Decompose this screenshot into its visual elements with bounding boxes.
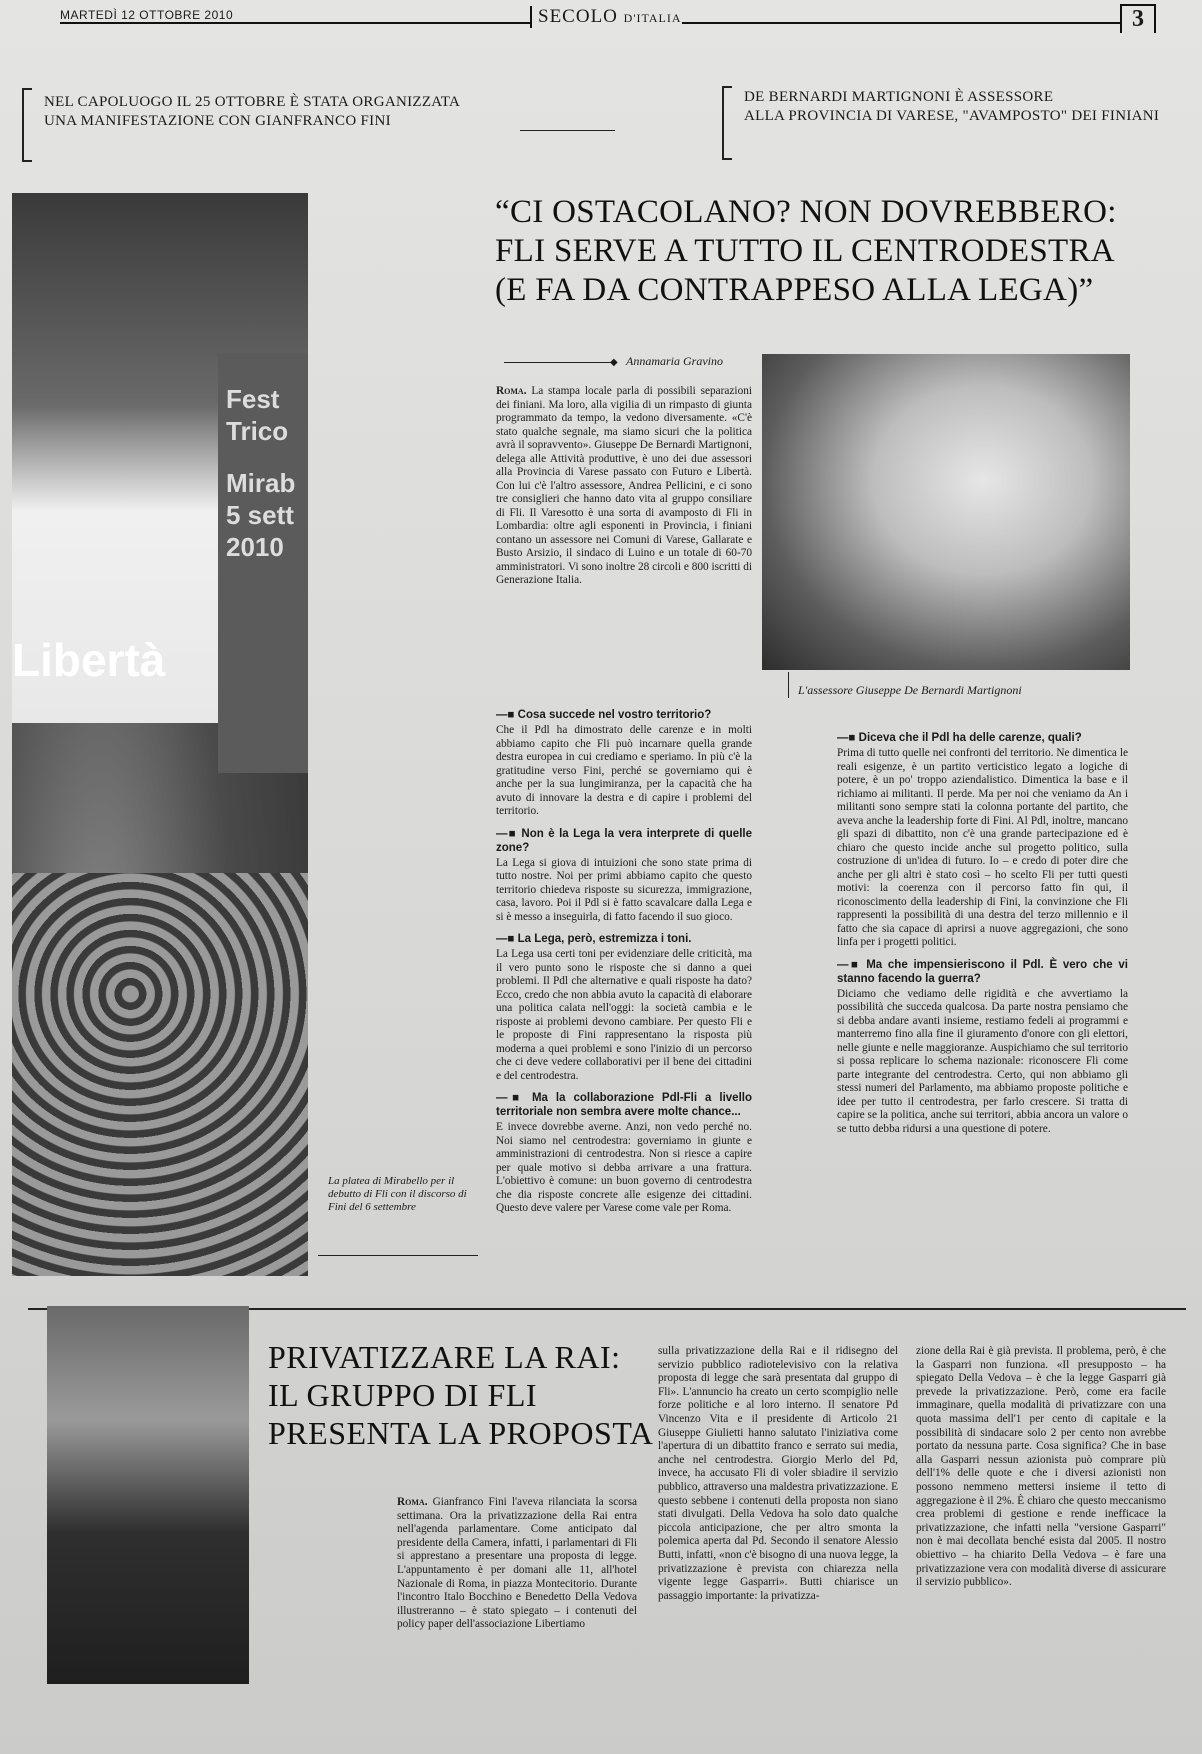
article-column-1 [496,385,752,594]
headline-line: FLI SERVE A TUTTO IL CENTRODESTRA [495,233,1115,269]
crowd-caption: La platea di Mirabello per il debutto di Fli con il discorso di Fini del 6 settembre [328,1175,467,1213]
dateline: Roma. [397,1496,428,1508]
banner-word: Libertà [12,634,166,686]
headline-line: PRIVATIZZARE LA RAI: [268,1339,621,1375]
kicker-left-line2: UNA MANIFESTAZIONE CON GIANFRANCO FINI [44,113,391,129]
byline-rule [504,362,612,363]
question-text: Ma la collaborazione Pdl-Fli a livello territoriale non sembra avere molte chance... [496,1092,752,1118]
masthead-title: SECOLO [538,6,618,27]
headline-line: IL GRUPPO DI FLI [268,1377,538,1413]
question: —■ Diceva che il Pdl ha delle carenze, quali? [837,732,1082,744]
byline-diamond-icon: ◆ [610,357,618,368]
question-text: Ma che impensieriscono il Pdl. È vero che vi stanno facendo la guerra? [837,958,1128,985]
question-text: Cosa succede nel vostro territorio? [517,709,712,721]
rai-column-2: sulla privatizzazione della Rai e il ridisegno del servizio pubblico radiotelevisivo con la relativa proposta di legge che sarà presentata dal gruppo di Fli». L'annuncio ha creato un certo scompiglio nelle forze politiche e al loro interno. Il senatore Pd Vincenzo Vita e il presidente di Articolo 21 Giuseppe Giulietti hanno salutato l'iniziativa come l'apertura di un dibattito franco e serrato sui media, anche nel centrodestra. Giorgio Merlo del Pd, invece, ha accusato Fli di voler sbiadire il servizio pubblico, attraverso una maldestra privatizzazione. E questo sebbene i contenuti della proposta non siano stati divulgati. Della Vedova ha solo dato qualche piccola anticipazione, che per altro smonta la polemica aperta dal Pd. Secondo il senatore Alessio Butti, infatti, «non c'è bisogno di una nuova legge, la privatizzazione è prevista con chiarezza nella vigente legge Gasparri». Butti chiarisce un passaggio importante: la privatizza- [658,1345,898,1602]
byline: Annamaria Gravino [626,354,723,368]
caption-rule [788,672,789,698]
main-headline [495,193,1165,310]
banner-line: Trico [226,416,289,446]
question: —■ Non è la Lega la vera interprete di quelle zone? [496,827,752,854]
question: —■ Ma che impensieriscono il Pdl. È vero che vi stanno facendo la guerra? [837,958,1128,985]
page-number: 3 [1120,4,1156,33]
banner-line: Fest [226,384,280,414]
banner-line: Mirab [226,468,296,498]
answer: La Lega si giova di intuizioni che sono state prima di tutto nostre. Noi per primi abbiamo capito che questo territorio chiedeva risposte su sicurezza, immigrazione, casa, lavoro. Poi il Pdl si è fatto scavalcare dalla Lega e si è messo a inseguirla, di fatto facendo il suo gioco. [496,856,752,923]
rai-text: Gianfranco Fini l'aveva rilanciata la scorsa settimana. Ora la privatizzazione della Rai entra nell'agenda parlamentare. Come anticipato dal presidente della Camera, infatti, i parlamentari di Fli si apprestano a presentare una proposta di legge. L'appuntamento è per domani alle 11, all'hotel Nazionale di Roma, in piazza Montecitorio. Durante l'incontro Italo Bocchino e Benedetto Della Vedova illustreranno – è stato spiegato – i contenuti del policy paper dell'associazione Libertiamo [397,1496,637,1631]
answer: Diciamo che vediamo delle rigidità e che avvertiamo la possibilità che succeda qualcosa. Da parte nostra pensiamo che si debba andare avanti insieme, restiamo fedeli ai programmi e manterremo fino alla fine il giuramento d'onore con gli elettori, nelle giunte e nelle maggioranze. Auspichiamo che sul territorio si possa replicare lo schema nazionale: riconoscere Fli come parte integrante del centrodestra. Certo, qui non abbiamo gli stessi numeri del Parlamento, ma abbiamo proposte politiche e idee per tutto il centrodestra, per farlo crescere. Si tratta di capire se la politica, anche sui territori, abbia ancora un valore o se tutto debba ridursi a una questione di potere. [837,987,1128,1135]
question-text: Non è la Lega la vera interprete di quelle zone? [496,827,752,854]
crowd-texture [12,873,308,1276]
answer: Che il Pdl ha dimostrato delle carenze e in molti abbiamo capito che Fli può incarnare quella grande destra europea in cui crediamo e speriamo. In più c'è la gratitudine verso Fini, perché se governiamo qui è anche per la sua lungimiranza, per la capacità che ha avuto di innovare la destra e di capire i problemi del territorio. [496,724,752,817]
answer: Prima di tutto quelle nei confronti del territorio. Ne dimentica le reali esigenze, è un partito verticistico legato a logiche di potere, è un po' troppo aziendalistico. Dimentica la base e il richiamo ai militanti. Il perde. Ma per noi che veniamo da An i militanti sono sempre stati la colonna portante del partito, che aveva anche la leadership forte di Fini. Al Pdl, inoltre, mancano gli spazi di dibattito, non c'è una grande partecipazione ed è chiaro che questo incide anche sul progetto politico, sulla costruzione di un'idea di futuro. Io – e credo di poter dire che anche per gli altri è stato così – ho scelto Fli per tutti questi motivi: la coerenza con il percorso fatto fin qui, il riconoscimento della leadership di Fini, la convinzione che Fli rappresenti la possibilità di una destra del terzo millennio e il fatto che sia capace di aprirsi a nuove aggregazioni, che sono linfa per i progetti politici. [837,747,1128,948]
question: —■ La Lega, però, estremizza i toni. [496,933,692,945]
intro-text: La stampa locale parla di possibili separazioni dei finiani. Ma loro, alla vigilia di un rimpasto di giunta programmato da tempo, la vedono diversamente. «C'è stato qualche segnale, ma siamo sicuri che la politica avrà il sopravvento». Giuseppe De Bernardi Martignoni, delega alle Attività produttive, è uno dei due assessori alla Provincia di Varese passato con Futuro e Libertà. Con lui c'è l'altro assessore, Andrea Pellicini, e ci sono tre consiglieri che hanno dato vita al gruppo consiliare di Fli. Il Varesotto è una sorta di avamposto di Fli in Lombardia: oltre agli esponenti in Provincia, i finiani contano un assessore nei Comuni di Varese, Gallarate e Busto Arsizio, il sindaco di Luino e un totale di 60-70 amministratori. Vi sono inoltre 28 circoli e 800 iscritti di Generazione Italia. [496,385,753,586]
answer: La Lega usa certi toni per evidenziare delle criticità, ma il vero punto sono le risposte che si danno a quei problemi. Il Pdl che alternative e quali risposte ha dato? Ecco, credo che non abbia avuto la capacità di elaborare una politica calata nell'oggi: la società cambia e le risposte ai problemi devono cambiare. Per questo Fli e le proposte di Fini rappresentano la risposta più moderna a quei problemi e sono l'inizio di un percorso che ci deve vedere collaborativi per il bene dei cittadini e del centrodestra. [496,948,752,1082]
article-column-2 [837,731,1128,1142]
kicker-left-line1: NEL CAPOLUOGO IL 25 OTTOBRE È STATA ORGANIZZATA [44,94,461,110]
banner-line: 5 sett [226,500,294,530]
answer: E invece dovrebbe averne. Anzi, non vedo perché no. Noi siamo nel centrodestra: governiamo in giunte e amministrazioni di centrodestra. Non si riesce a capire per quale motivo si debba arrivare a una frattura. L'obiettivo è comune: un buon governo di centrodestra che dia risposte concrete alle esigenze dei cittadini. Questo deve valere per Varese come vale per Roma. [496,1121,752,1214]
headline-line: PRESENTA LA PROPOSTA [268,1415,654,1451]
rai-column-3: zione della Rai è già prevista. Il problema, però, è che la Gasparri non funziona. «Il presupposto – ha spiegato Della Vedova – è che la legge Gasparri già prevede la privatizzazione. Però, come era facile immaginare, quella modalità di privatizzare con una quota massima dell'1 per cento di capitale e la possibilità di sindacare solo 2 per cento non avrebbe portato da nessuna parte. Cosa significa? Che in base alla Gasparri nessun azionista può comprare più dell'1% delle quote e che i diversi azionisti non possono nemmeno mettersi insieme il tetto di aggregazione è il 2%. È chiaro che questo meccanismo crea problemi di gestione e rende inefficace la privatizzazione, che infatti nella "versione Gasparri" non è mai decollata benché esista dal 2005. Il nostro obiettivo – ha chiarito Della Vedova – è fare una privatizzazione vera con modalità diverse di assicurare il servizio pubblico». [916,1345,1166,1589]
kicker-left [44,93,484,131]
portrait-caption: L'assessore Giuseppe De Bernardi Martignoni [798,683,1022,697]
question-text: Diceva che il Pdl ha delle carenze, quali? [858,732,1082,744]
header-rule [60,22,530,24]
rai-headline [268,1338,668,1452]
kicker-right-line1: DE BERNARDI MARTIGNONI È ASSESSORE [744,89,1054,105]
question: —■ Ma la collaborazione Pdl-Fli a livello territoriale non sembra avere molte chance... [496,1092,752,1118]
caption-rule [318,1255,478,1256]
header-rule [682,22,1122,24]
article-intro [496,385,752,588]
masthead [530,6,688,28]
kicker-bracket [22,88,32,162]
event-banner [218,353,308,773]
crowd-photo [12,193,308,1276]
rai-column-1 [397,1496,637,1632]
kicker-right [744,88,1164,126]
kicker-right-line2: ALLA PROVINCIA DI VARESE, "AVAMPOSTO" DEI FINIANI [744,108,1160,124]
masthead-subtitle: D'ITALIA [623,11,682,25]
kicker-bracket [722,86,732,160]
dateline: Roma. [496,385,527,397]
issue-date: MARTEDÌ 12 OTTOBRE 2010 [60,8,234,22]
rai-article-photo [47,1306,249,1684]
question: —■ Cosa succede nel vostro territorio? [496,709,712,721]
article-column-1-qa [496,700,752,1222]
kicker-divider [520,130,615,131]
banner-line: 2010 [226,532,284,562]
headline-line: “CI OSTACOLANO? NON DOVREBBERO: [495,194,1117,230]
portrait-photo [762,354,1130,670]
headline-line: (E FA DA CONTRAPPESO ALLA LEGA)” [495,272,1094,308]
question-text: La Lega, però, estremizza i toni. [517,933,692,945]
